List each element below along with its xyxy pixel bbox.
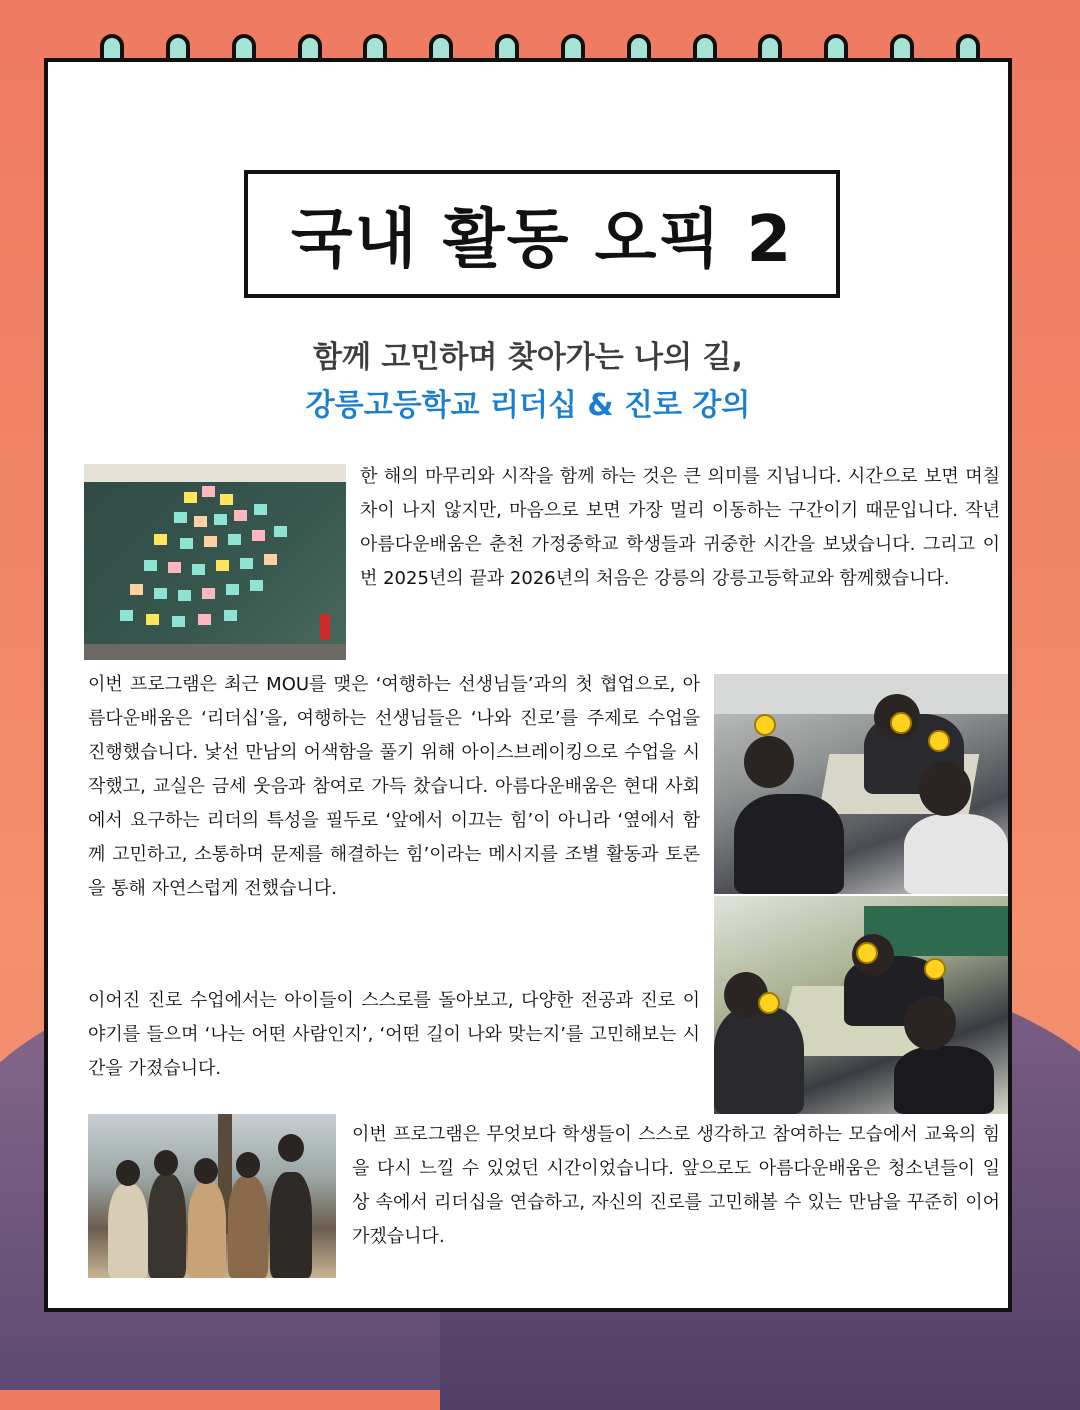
photo-group-outdoor	[88, 1114, 336, 1278]
photo-sticky-notes-board	[84, 464, 346, 660]
title-box	[244, 170, 840, 298]
subtitle-line-2: 강릉고등학교 리더십 & 진로 강의	[305, 388, 751, 423]
paragraph-closing: 이번 프로그램은 무엇보다 학생들이 스스로 생각하고 참여하는 모습에서 교육의 힘을 다시 느낄 수 있었던 시간이었습니다. 앞으로도 아름다운배움은 청소년들이 일상 속에서 리더십을 연습하고, 자신의 진로를 고민해볼 수 있는 만남을 꾸준히 이어가겠습니다.	[352, 1124, 1000, 1247]
page-title: 국내 활동 오픽 2	[290, 203, 794, 277]
paragraph-career: 이어진 진로 수업에서는 아이들이 스스로를 돌아보고, 다양한 전공과 진로 이야기를 들으며 ‘나는 어떤 사람인지’, ‘어떤 길이 나와 맞는지’를 고민해보는 시간을 가졌습니다.	[88, 990, 700, 1079]
notebook-page	[44, 58, 1012, 1312]
paragraph-program: 이번 프로그램은 최근 MOU를 맺은 ‘여행하는 선생님들’과의 첫 협업으로, 아름다운배움은 ‘리더십’을, 여행하는 선생님들은 ‘나와 진로’를 주제로 수업을 진행했습니다. 낯선 만남의 어색함을 풀기 위해 아이스브레이킹으로 수업을 시작했고, 교실은 금세 웃음과 참여로 가득 찼습니다. 아름다운배움은 현대 사회에서 요구하는 리더의 특성을 필두로 ‘앞에서 이끄는 힘’이 아니라 ‘옆에서 함께 고민하고, 소통하며 문제를 해결하는 힘’이라는 메시지를 조별 활동과 토론을 통해 자연스럽게 전했습니다.	[88, 674, 700, 899]
paragraph-intro: 한 해의 마무리와 시작을 함께 하는 것은 큰 의미를 지닙니다. 시간으로 보면 며칠 차이 나지 않지만, 마음으로 보면 가장 멀리 이동하는 구간이기 때문입니다. 작년 아름다운배움은 춘천 가정중학교 학생들과 귀중한 시간을 보냈습니다. 그리고 이번 2025년의 끝과 2026년의 처음은 강릉의 강릉고등학교와 함께했습니다.	[360, 466, 1000, 589]
subtitle-line-1: 함께 고민하며 찾아가는 나의 길,	[313, 340, 743, 375]
photo-students-group-work-1	[714, 674, 1008, 894]
photo-students-group-work-2	[714, 896, 1008, 1114]
